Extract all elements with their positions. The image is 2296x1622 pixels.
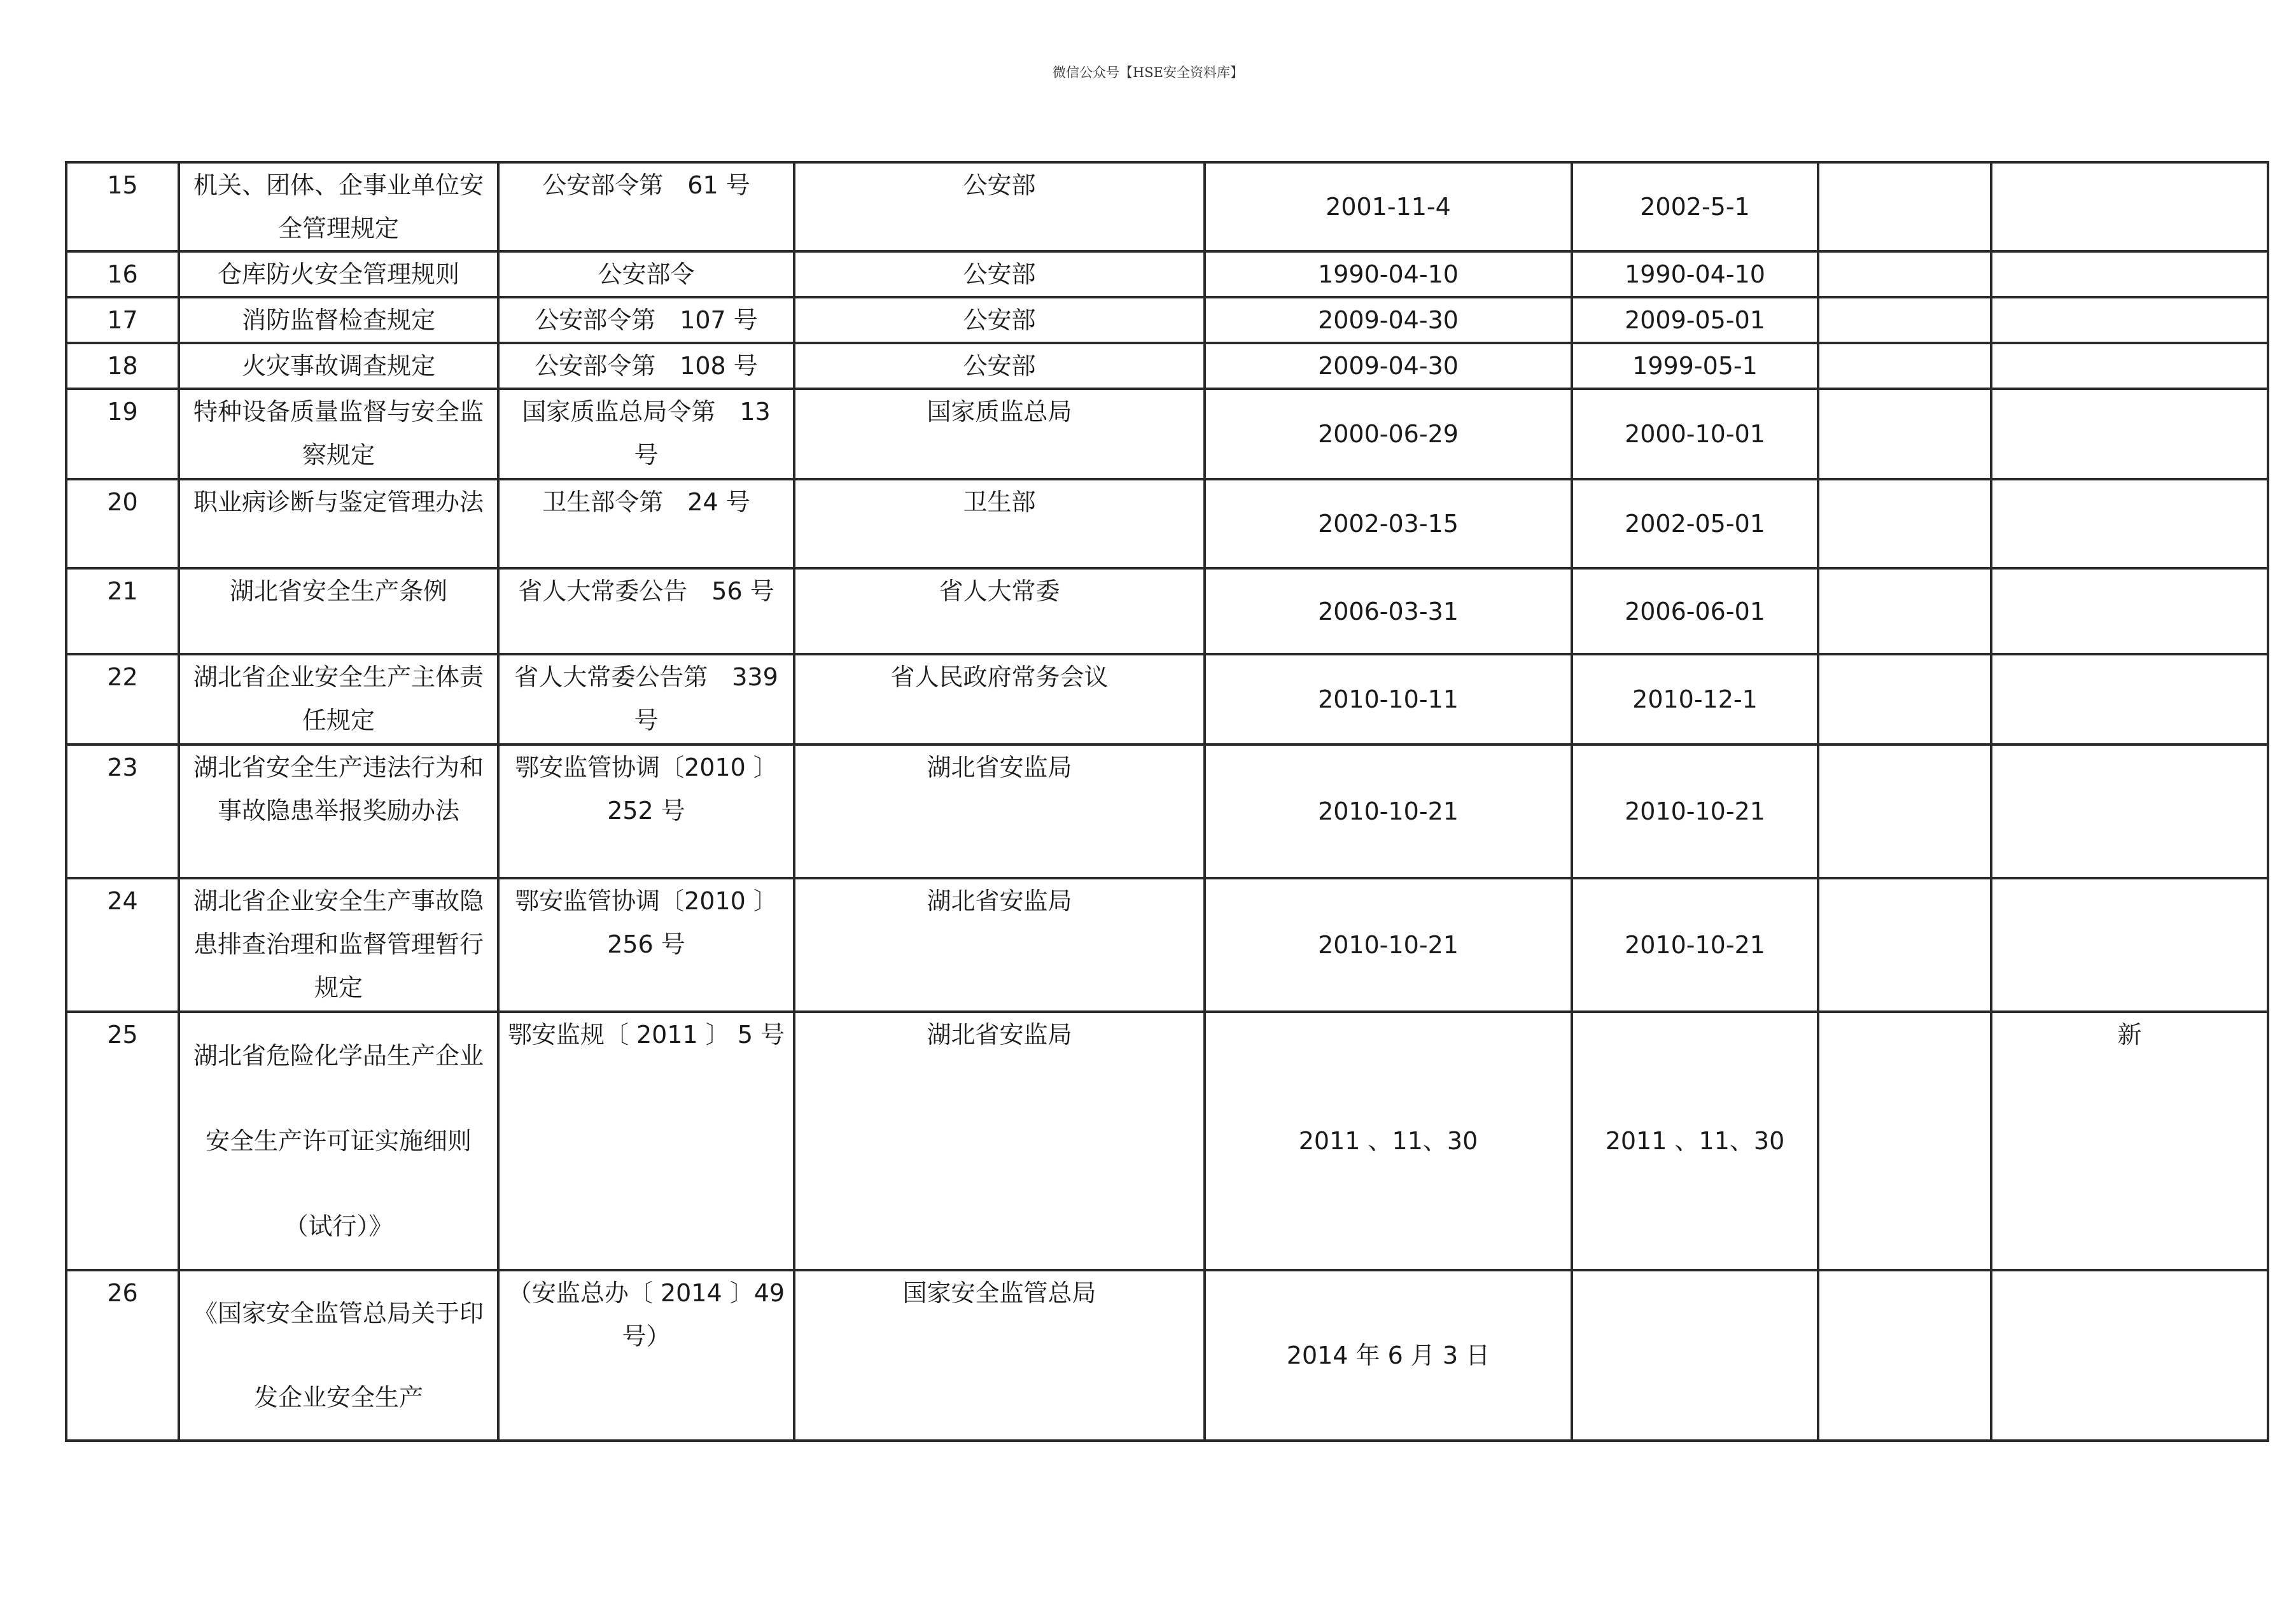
table-row [66,745,2268,878]
empty-cell [1818,251,1991,297]
document-number: 鄂安监管协调〔2010 〕256 号 [498,878,794,1012]
issue-date: 2010-10-21 [1205,745,1572,878]
row-number: 16 [66,251,179,297]
document-number: 省人大常委公告 56 号 [498,568,794,654]
issuing-authority: 公安部 [794,251,1205,297]
issuing-authority: 卫生部 [794,479,1205,568]
issuing-authority: 公安部 [794,162,1205,251]
regulation-name: 湖北省企业安全生产主体责任规定 [179,654,498,745]
row-number: 25 [66,1012,179,1270]
effective-date: 1990-04-10 [1572,251,1818,297]
regulation-name: 湖北省企业安全生产事故隐患排查治理和监督管理暂行规定 [179,878,498,1012]
table-row [66,1270,2268,1441]
effective-date: 2010-10-21 [1572,745,1818,878]
row-number: 19 [66,389,179,479]
issuing-authority: 公安部 [794,343,1205,389]
issue-date: 2006-03-31 [1205,568,1572,654]
effective-date [1572,1270,1818,1441]
document-number: 卫生部令第 24 号 [498,479,794,568]
table-row [66,479,2268,568]
note-cell [1991,1270,2268,1441]
effective-date: 1999-05-1 [1572,343,1818,389]
document-number: 公安部令 [498,251,794,297]
note-cell [1991,745,2268,878]
note-cell [1991,568,2268,654]
effective-date: 2002-05-01 [1572,479,1818,568]
note-cell [1991,251,2268,297]
issue-date: 2000-06-29 [1205,389,1572,479]
regulation-name: 消防监督检查规定 [179,297,498,343]
issue-date: 1990-04-10 [1205,251,1572,297]
empty-cell [1818,343,1991,389]
note-cell [1991,162,2268,251]
document-number: 公安部令第 107 号 [498,297,794,343]
row-number: 23 [66,745,179,878]
issuing-authority: 省人民政府常务会议 [794,654,1205,745]
table-row [66,389,2268,479]
regulation-name: 火灾事故调查规定 [179,343,498,389]
row-number: 21 [66,568,179,654]
empty-cell [1818,1270,1991,1441]
issuing-authority: 湖北省安监局 [794,1012,1205,1270]
empty-cell [1818,389,1991,479]
note-cell: 新 [1991,1012,2268,1270]
effective-date: 2006-06-01 [1572,568,1818,654]
issue-date: 2009-04-30 [1205,297,1572,343]
issue-date: 2002-03-15 [1205,479,1572,568]
table-row [66,251,2268,297]
regulation-name: 仓库防火安全管理规则 [179,251,498,297]
note-cell [1991,654,2268,745]
note-cell [1991,479,2268,568]
page-header: 微信公众号【HSE安全资料库】 [1052,65,1244,80]
table-row [66,654,2268,745]
table-row [66,878,2268,1012]
empty-cell [1818,745,1991,878]
issue-date: 2011 、11、30 [1205,1012,1572,1270]
row-number: 26 [66,1270,179,1441]
regulation-name: 职业病诊断与鉴定管理办法 [179,479,498,568]
issue-date: 2001-11-4 [1205,162,1572,251]
empty-cell [1818,654,1991,745]
issuing-authority: 湖北省安监局 [794,878,1205,1012]
document-number: （安监总办〔 2014 〕49 号） [498,1270,794,1441]
table-row [66,1012,2268,1270]
effective-date: 2000-10-01 [1572,389,1818,479]
row-number: 17 [66,297,179,343]
issuing-authority: 公安部 [794,297,1205,343]
effective-date: 2009-05-01 [1572,297,1818,343]
note-cell [1991,389,2268,479]
empty-cell [1818,878,1991,1012]
empty-cell [1818,479,1991,568]
document-number: 国家质监总局令第 13 号 [498,389,794,479]
document-number: 鄂安监规〔 2011 〕 5 号 [498,1012,794,1270]
regulations-table [65,161,2269,1442]
row-number: 22 [66,654,179,745]
regulation-name: 湖北省安全生产违法行为和事故隐患举报奖励办法 [179,745,498,878]
issuing-authority: 国家安全监管总局 [794,1270,1205,1441]
document-number: 鄂安监管协调〔2010 〕252 号 [498,745,794,878]
regulation-name: 《国家安全监管总局关于印发企业安全生产 [179,1270,498,1441]
effective-date: 2002-5-1 [1572,162,1818,251]
row-number: 20 [66,479,179,568]
document-number: 公安部令第 108 号 [498,343,794,389]
row-number: 18 [66,343,179,389]
issuing-authority: 湖北省安监局 [794,745,1205,878]
note-cell [1991,878,2268,1012]
empty-cell [1818,568,1991,654]
regulation-name: 湖北省危险化学品生产企业安全生产许可证实施细则（试行）》 [179,1012,498,1270]
effective-date: 2010-10-21 [1572,878,1818,1012]
regulation-name: 湖北省安全生产条例 [179,568,498,654]
issuing-authority: 省人大常委 [794,568,1205,654]
empty-cell [1818,1012,1991,1270]
table-row [66,343,2268,389]
effective-date: 2010-12-1 [1572,654,1818,745]
row-number: 15 [66,162,179,251]
effective-date: 2011 、11、30 [1572,1012,1818,1270]
document-number: 省人大常委公告第 339 号 [498,654,794,745]
regulation-name: 机关、团体、企事业单位安全管理规定 [179,162,498,251]
issue-date: 2010-10-21 [1205,878,1572,1012]
table-row [66,162,2268,251]
empty-cell [1818,162,1991,251]
empty-cell [1818,297,1991,343]
issue-date: 2009-04-30 [1205,343,1572,389]
table-row [66,297,2268,343]
note-cell [1991,297,2268,343]
issue-date: 2014 年 6 月 3 日 [1205,1270,1572,1441]
table-row [66,568,2268,654]
regulation-name: 特种设备质量监督与安全监察规定 [179,389,498,479]
note-cell [1991,343,2268,389]
document-number: 公安部令第 61 号 [498,162,794,251]
row-number: 24 [66,878,179,1012]
issuing-authority: 国家质监总局 [794,389,1205,479]
issue-date: 2010-10-11 [1205,654,1572,745]
